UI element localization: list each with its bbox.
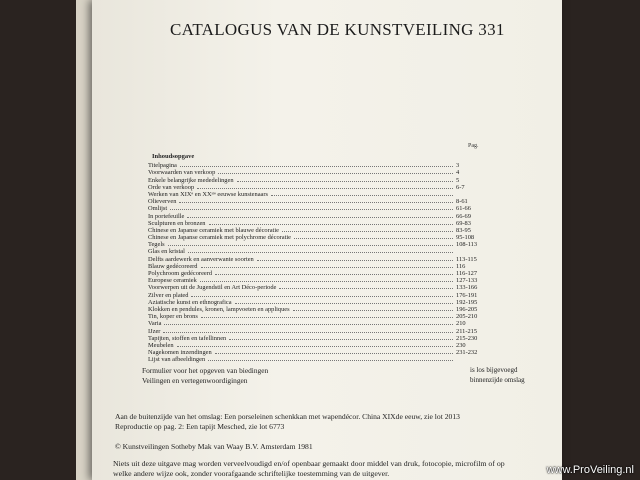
- toc-leader-dots: [200, 280, 453, 282]
- toc-row: [148, 284, 498, 291]
- toc-leader-dots: [215, 273, 453, 275]
- toc-leader-dots: [164, 323, 453, 325]
- toc-page: 176-191: [456, 291, 478, 299]
- toc-label: Europese ceramiek: [148, 277, 197, 285]
- toc-row: [148, 191, 498, 198]
- toc-label: Blauw gedécoreerd: [148, 262, 198, 270]
- toc-page: 196-205: [456, 305, 478, 313]
- toc-leader-dots: [180, 165, 453, 167]
- toc-label: Voorwaarden van verkoop: [148, 169, 216, 177]
- toc-row: [148, 291, 498, 298]
- toc-page: 230: [456, 341, 466, 349]
- toc-label: Glas en kristal: [148, 248, 185, 256]
- rights-line-1: Niets uit deze uitgave mag worden verveelvoudigd en/of openbaar gemaakt door middel van druk, fotocopie, microfilm of op: [113, 459, 505, 468]
- toc-row: [148, 270, 498, 277]
- toc-page: 211-215: [456, 327, 478, 335]
- toc-row: [148, 263, 498, 270]
- toc-page: 127-133: [456, 277, 478, 285]
- toc-label: Orde van verkoop: [148, 183, 195, 191]
- toc-row: [148, 356, 498, 363]
- toc-label: Delfts aardewerk en aanverwante soorten: [148, 255, 254, 263]
- toc-page: 205-210: [456, 313, 478, 321]
- toc-row: [148, 248, 498, 255]
- toc-leader-dots: [218, 172, 453, 174]
- note-binnen: binnenzijde omslag: [470, 376, 525, 384]
- toc-page: 108-113: [456, 241, 478, 249]
- toc-row: [148, 313, 498, 320]
- toc-page: 66-69: [456, 212, 471, 220]
- table-of-contents: [148, 162, 498, 363]
- toc-label: Varia: [148, 320, 162, 328]
- toc-page: 192-195: [456, 298, 478, 306]
- toc-row: [148, 184, 498, 191]
- toc-leader-dots: [257, 259, 453, 261]
- toc-label: Tin, koper en brons: [148, 313, 198, 321]
- toc-leader-dots: [209, 223, 454, 225]
- toc-leader-dots: [187, 216, 453, 218]
- toc-label: Olieverven: [148, 198, 177, 206]
- toc-leader-dots: [235, 302, 453, 304]
- toc-leader-dots: [293, 309, 453, 311]
- toc-label: IJzer: [148, 327, 161, 335]
- toc-page: 3: [456, 162, 460, 170]
- toc-leader-dots: [201, 266, 453, 268]
- page-column-label: Pag.: [468, 143, 479, 149]
- toc-leader-dots: [163, 331, 453, 333]
- toc-page: 4: [456, 169, 460, 177]
- toc-leader-dots: [179, 201, 453, 203]
- toc-row: [148, 198, 498, 205]
- toc-label: Titelpagina: [148, 162, 177, 170]
- toc-leader-dots: [177, 345, 453, 347]
- rights-notice: [113, 459, 583, 479]
- toc-leader-dots: [191, 295, 453, 297]
- toc-label: Omlijst: [148, 205, 168, 213]
- toc-leader-dots: [229, 338, 453, 340]
- watermark: www.ProVeiling.nl: [546, 464, 634, 476]
- toc-label: Sculpturen en bronzen: [148, 219, 206, 227]
- toc-leader-dots: [208, 359, 453, 361]
- toc-page: 69-83: [456, 219, 471, 227]
- toc-page: 61-66: [456, 205, 471, 213]
- page-title: CATALOGUS VAN DE KUNSTVEILING 331: [170, 20, 505, 39]
- toc-leader-dots: [279, 287, 453, 289]
- toc-label: Meubelen: [148, 341, 174, 349]
- toc-leader-dots: [282, 230, 453, 232]
- toc-row: [148, 335, 498, 342]
- toc-leader-dots: [294, 237, 453, 239]
- toc-page: 6-7: [456, 183, 465, 191]
- toc-page: 210: [456, 320, 466, 328]
- toc-label: Chinese en Japanse ceramiek met polychrome décoratie: [148, 234, 292, 242]
- rights-line-2: welke andere wijze ook, zonder voorafgaande schriftelijke toestemming van de uitgever.: [113, 469, 390, 478]
- toc-row: [148, 277, 498, 284]
- cover-caption: [115, 412, 555, 431]
- toc-row: [148, 220, 498, 227]
- toc-heading: Inhoudsopgave: [152, 153, 195, 160]
- toc-row: [148, 227, 498, 234]
- toc-label: Voorwerpen uit de Jugendstil en Art Déco-periode: [148, 284, 277, 292]
- toc-page: 231-232: [456, 349, 478, 357]
- toc-label: Zilver en plated: [148, 291, 189, 299]
- toc-leader-dots: [168, 244, 453, 246]
- toc-label: In portefeuille: [148, 212, 185, 220]
- insert-notes: [142, 366, 472, 385]
- toc-label: Tegels: [148, 241, 165, 249]
- toc-label: Aziatische kunst en ethnografica: [148, 298, 232, 306]
- toc-label: Nagekomen inzendingen: [148, 349, 212, 357]
- toc-row: [148, 327, 498, 334]
- toc-page: 113-115: [456, 255, 477, 263]
- toc-row: [148, 342, 498, 349]
- toc-page: 83-95: [456, 226, 471, 234]
- toc-label: Chinese en Japanse ceramiek met blauwe décoratie: [148, 226, 279, 234]
- toc-row: [148, 320, 498, 327]
- toc-row: [148, 169, 498, 176]
- note-veilingen: Veilingen en vertegenwoordigingen: [142, 375, 248, 385]
- toc-page: 215-230: [456, 334, 478, 342]
- copyright-notice: © Kunstveilingen Sotheby Mak van Waay B.V. Amsterdam 1981: [115, 442, 313, 451]
- caption-line-2: Reproductie op pag. 2: Een tapijt Mesched, zie lot 6773: [115, 421, 285, 431]
- toc-page: 8-61: [456, 198, 468, 206]
- toc-label: Polychroom gedécoreerd: [148, 270, 213, 277]
- toc-page: 5: [456, 176, 460, 184]
- toc-label: Werken van XIXᵉ en XXˢᵗᵉ eeuwse kunstenaars: [148, 190, 268, 198]
- toc-row: [148, 205, 498, 212]
- toc-label: Tapijten, stoffen en tafellinnen: [148, 334, 227, 342]
- toc-row: [148, 306, 498, 313]
- toc-leader-dots: [197, 187, 453, 189]
- toc-row: [148, 349, 498, 356]
- toc-leader-dots: [237, 180, 453, 182]
- toc-row: [148, 212, 498, 219]
- note-formulier: Formulier voor het opgeven van biedingen: [142, 366, 269, 375]
- toc-leader-dots: [215, 352, 453, 354]
- toc-row: [148, 241, 498, 248]
- toc-page: 133-166: [456, 284, 478, 292]
- toc-row: [148, 234, 498, 241]
- toc-leader-dots: [170, 208, 453, 210]
- toc-row: [148, 176, 498, 183]
- toc-label: Klokken en pendules, kronen, lampvoeten en appliques: [148, 305, 290, 313]
- toc-page: 95-108: [456, 234, 475, 242]
- toc-row: [148, 255, 498, 262]
- toc-leader-dots: [271, 194, 453, 196]
- toc-row: [148, 162, 498, 169]
- toc-label: Lijst van afbeeldingen: [148, 356, 206, 364]
- toc-page: 116-127: [456, 270, 478, 277]
- toc-row: [148, 299, 498, 306]
- toc-label: Enkele belangrijke mededelingen: [148, 176, 234, 184]
- toc-leader-dots: [188, 251, 453, 253]
- note-los: is los bijgevoegd: [470, 366, 518, 374]
- toc-leader-dots: [201, 316, 453, 318]
- caption-line-1: Aan de buitenzijde van het omslag: Een porseleinen schenkkan met wapendécor. China XIXde eeuw, zie lot 2013: [115, 412, 460, 421]
- toc-page: 116: [456, 262, 466, 270]
